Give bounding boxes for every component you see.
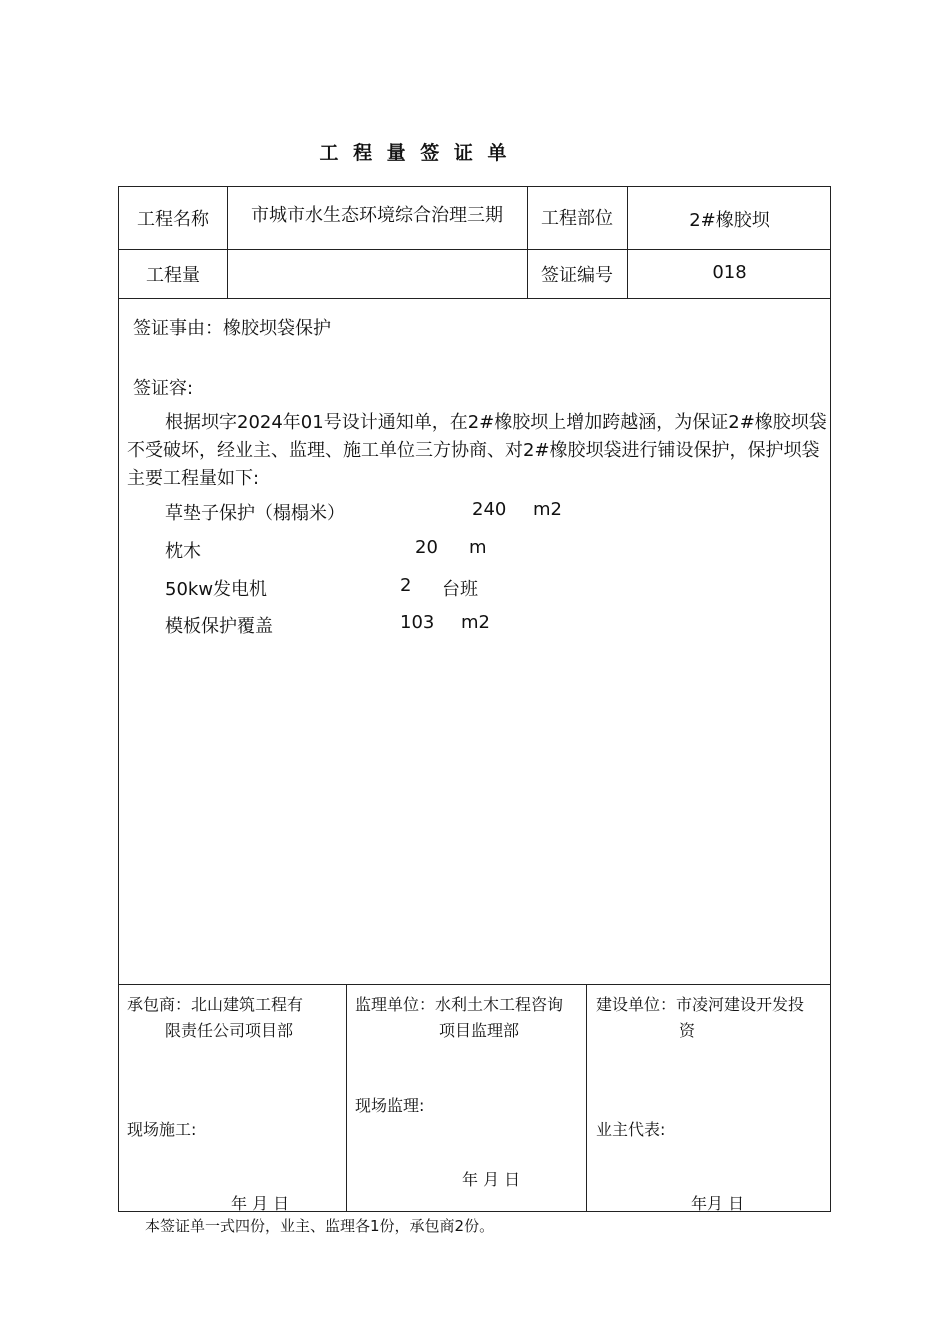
col-divider (346, 984, 347, 1212)
item-unit: 台班 (442, 579, 478, 600)
supervisor-name-line2: 项目监理部 (439, 1021, 520, 1040)
item-unit: m2 (461, 612, 490, 633)
owner-date: 年月 日 (691, 1194, 745, 1213)
cert-no-label: 签证编号 (541, 265, 613, 286)
document-title: 工 程 量 签 证 单 (319, 142, 511, 164)
supervisor-rep-label: 现场监理: (355, 1096, 425, 1115)
item-unit: m2 (533, 499, 562, 520)
certificate-table (118, 186, 831, 1212)
contractor-date: 年 月 日 (231, 1194, 290, 1213)
item-name: 50kw发电机 (165, 579, 268, 600)
contractor-name-line2: 限责任公司项目部 (165, 1021, 294, 1040)
quantity-value (227, 249, 527, 299)
item-name: 草垫子保护（榻榻米） (165, 503, 345, 524)
item-name: 模板保护覆盖 (165, 616, 273, 637)
item-qty: 103 (400, 612, 435, 633)
quantity-label: 工程量 (146, 265, 200, 286)
item-name: 枕木 (165, 541, 201, 562)
project-part-value: 2#橡胶坝 (689, 210, 770, 231)
content-label: 签证容: (133, 378, 194, 399)
cert-reason: 签证事由：橡胶坝袋保护 (133, 318, 331, 339)
cert-no-value: 018 (712, 261, 747, 283)
owner-name-line2: 资 (679, 1021, 696, 1040)
project-name-value: 市城市水生态环境综合治理三期 (251, 205, 503, 226)
project-name-label: 工程名称 (137, 209, 209, 230)
row-divider (119, 984, 830, 985)
item-qty: 20 (415, 537, 438, 558)
item-qty: 240 (472, 499, 507, 520)
contractor-name-line1: 承包商：北山建筑工程有 (127, 995, 304, 1014)
item-unit: m (469, 537, 487, 558)
supervisor-name-line1: 监理单位：水利土木工程咨询 (355, 995, 564, 1014)
item-qty: 2 (400, 575, 412, 596)
contractor-rep-label: 现场施工: (127, 1120, 197, 1139)
owner-rep-label: 业主代表: (596, 1120, 666, 1139)
owner-name-line1: 建设单位：市凌河建设开发投 (596, 995, 805, 1014)
supervisor-date: 年 月 日 (462, 1170, 521, 1189)
footer-note: 本签证单一式四份，业主、监理各1份，承包商2份。 (145, 1217, 495, 1235)
content-paragraph: 根据坝字2024年01号设计通知单，在2#橡胶坝上增加跨越涵，为保证2#橡胶坝袋不受破坏，经业主、监理、施工单位三方协商、对2#橡胶坝袋进行铺设保护，保护坝袋主要工程量如下: (127, 412, 827, 489)
col-divider (586, 984, 587, 1212)
project-part-label: 工程部位 (541, 208, 613, 229)
